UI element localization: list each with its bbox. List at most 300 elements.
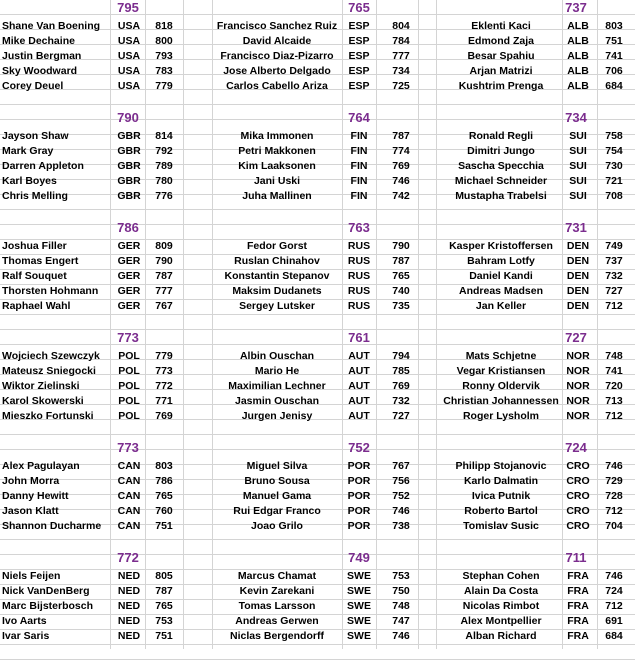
player-country: NED <box>117 630 141 642</box>
player-country: FIN <box>350 145 368 157</box>
player-score: 753 <box>155 615 173 627</box>
player-score: 713 <box>605 395 623 407</box>
player-score: 787 <box>155 270 173 282</box>
player-name: Maximilian Lechner <box>228 380 326 392</box>
player-country: ESP <box>348 35 370 47</box>
player-country: NOR <box>566 395 590 407</box>
player-name: Arjan Matrizi <box>469 65 533 77</box>
player-name: Joshua Filler <box>2 240 67 252</box>
player-score: 787 <box>392 255 410 267</box>
player-score: 746 <box>605 460 623 472</box>
player-name: Kevin Zarekani <box>239 585 315 597</box>
player-country: NED <box>117 600 141 612</box>
player-country: NOR <box>566 365 590 377</box>
player-name: Ivica Putnik <box>471 490 531 502</box>
player-name: Tomas Larsson <box>238 600 316 612</box>
player-name: Shannon Ducharme <box>2 520 102 532</box>
player-country: USA <box>117 50 141 62</box>
player-score: 738 <box>392 520 410 532</box>
player-name: Kasper Kristoffersen <box>449 240 553 252</box>
player-country: USA <box>117 65 141 77</box>
player-name: Ivo Aarts <box>2 615 47 627</box>
player-country: USA <box>117 20 141 32</box>
player-score: 712 <box>605 600 623 612</box>
player-score: 758 <box>605 130 623 142</box>
grid-row <box>0 540 635 555</box>
player-country: DEN <box>566 255 590 267</box>
player-score: 684 <box>605 630 623 642</box>
player-country: SUI <box>569 175 587 187</box>
player-score: 805 <box>155 570 173 582</box>
player-score: 818 <box>155 20 173 32</box>
grid-column-line <box>212 0 213 649</box>
player-score: 777 <box>392 50 410 62</box>
player-score: 771 <box>155 395 173 407</box>
player-score: 727 <box>605 285 623 297</box>
player-name: Corey Deuel <box>2 80 64 92</box>
player-name: Alex Montpellier <box>460 615 542 627</box>
player-score: 720 <box>605 380 623 392</box>
player-country: ALB <box>567 35 589 47</box>
player-name: Ralf Souquet <box>2 270 67 282</box>
player-score: 767 <box>392 460 410 472</box>
player-country: FRA <box>567 585 589 597</box>
player-score: 760 <box>155 505 173 517</box>
player-country: NED <box>117 570 141 582</box>
team-total: 734 <box>565 110 587 125</box>
player-country: AUT <box>348 395 370 407</box>
team-total: 731 <box>565 220 587 235</box>
player-score: 732 <box>392 395 410 407</box>
player-score: 785 <box>392 365 410 377</box>
grid-column-line <box>418 0 419 649</box>
player-score: 769 <box>155 410 173 422</box>
player-score: 803 <box>605 20 623 32</box>
player-score: 746 <box>392 630 410 642</box>
player-country: POR <box>347 505 371 517</box>
player-score: 725 <box>392 80 410 92</box>
player-name: Darren Appleton <box>2 160 84 172</box>
player-country: CAN <box>117 520 141 532</box>
player-score: 787 <box>392 130 410 142</box>
player-name: Francisco Sanchez Ruiz <box>216 20 338 32</box>
player-score: 780 <box>155 175 173 187</box>
grid-row <box>0 645 635 660</box>
player-score: 765 <box>155 490 173 502</box>
player-country: NED <box>117 585 141 597</box>
player-name: Besar Spahiu <box>467 50 535 62</box>
player-name: Christian Johannessen <box>443 395 559 407</box>
player-score: 734 <box>392 65 410 77</box>
player-name: Marcus Chamat <box>237 570 317 582</box>
player-score: 804 <box>392 20 410 32</box>
player-country: ESP <box>348 50 370 62</box>
player-country: CAN <box>117 475 141 487</box>
player-score: 769 <box>392 380 410 392</box>
player-name: Sascha Specchia <box>458 160 544 172</box>
player-country: ALB <box>567 50 589 62</box>
player-country: GER <box>117 300 141 312</box>
player-country: FIN <box>350 175 368 187</box>
player-name: Dimitri Jungo <box>467 145 535 157</box>
player-name: Karl Boyes <box>2 175 57 187</box>
player-name: John Morra <box>2 475 60 487</box>
player-name: David Alcaide <box>242 35 312 47</box>
player-score: 792 <box>155 145 173 157</box>
player-name: Justin Bergman <box>2 50 82 62</box>
player-score: 787 <box>155 585 173 597</box>
player-name: Sky Woodward <box>2 65 78 77</box>
player-score: 732 <box>605 270 623 282</box>
grid-row <box>0 435 635 450</box>
player-country: AUT <box>348 365 370 377</box>
player-name: Mustapha Trabelsi <box>455 190 547 202</box>
player-score: 765 <box>155 600 173 612</box>
player-country: GER <box>117 270 141 282</box>
player-score: 765 <box>392 270 410 282</box>
player-name: Ronny Oldervik <box>462 380 540 392</box>
player-country: FRA <box>567 615 589 627</box>
player-country: GBR <box>117 145 141 157</box>
player-score: 704 <box>605 520 623 532</box>
grid-row <box>0 315 635 330</box>
player-name: Maksim Dudanets <box>232 285 322 297</box>
player-name: Michael Schneider <box>454 175 548 187</box>
player-name: Manuel Gama <box>242 490 312 502</box>
player-score: 784 <box>392 35 410 47</box>
player-score: 729 <box>605 475 623 487</box>
player-country: RUS <box>347 300 371 312</box>
player-name: Mark Gray <box>2 145 54 157</box>
player-name: Francisco Diaz-Pizarro <box>220 50 334 62</box>
player-name: Konstantin Stepanov <box>224 270 330 282</box>
player-country: FRA <box>567 600 589 612</box>
player-country: RUS <box>347 285 371 297</box>
player-country: FIN <box>350 130 368 142</box>
player-score: 727 <box>392 410 410 422</box>
player-name: Niclas Bergendorff <box>230 630 324 642</box>
player-country: POR <box>347 460 371 472</box>
player-name: Thomas Engert <box>2 255 79 267</box>
player-country: GER <box>117 285 141 297</box>
player-score: 769 <box>392 160 410 172</box>
player-name: Marc Bijsterbosch <box>2 600 94 612</box>
player-country: POL <box>118 380 140 392</box>
player-name: Raphael Wahl <box>2 300 71 312</box>
player-name: Mike Dechaine <box>2 35 75 47</box>
player-score: 742 <box>392 190 410 202</box>
player-score: 779 <box>155 350 173 362</box>
team-total: 764 <box>348 110 370 125</box>
player-score: 684 <box>605 80 623 92</box>
player-score: 749 <box>605 240 623 252</box>
player-score: 786 <box>155 475 173 487</box>
player-country: SUI <box>569 130 587 142</box>
player-score: 724 <box>605 585 623 597</box>
player-score: 741 <box>605 50 623 62</box>
player-score: 790 <box>392 240 410 252</box>
player-name: Roberto Bartol <box>464 505 538 517</box>
player-country: SWE <box>347 600 371 612</box>
player-country: DEN <box>566 240 590 252</box>
player-country: FIN <box>350 190 368 202</box>
player-score: 691 <box>605 615 623 627</box>
player-score: 746 <box>392 175 410 187</box>
player-country: ESP <box>348 65 370 77</box>
player-country: AUT <box>348 350 370 362</box>
player-country: NED <box>117 615 141 627</box>
player-country: ALB <box>567 65 589 77</box>
player-name: Albin Ouschan <box>239 350 315 362</box>
player-score: 730 <box>605 160 623 172</box>
team-total: 727 <box>565 330 587 345</box>
player-country: POL <box>118 365 140 377</box>
player-name: Andreas Madsen <box>458 285 544 297</box>
player-score: 708 <box>605 190 623 202</box>
player-name: Kushtrim Prenga <box>458 80 544 92</box>
player-name: Mario He <box>254 365 300 377</box>
grid-row <box>0 225 635 240</box>
team-total: 749 <box>348 550 370 565</box>
player-name: Mats Schjetne <box>465 350 537 362</box>
player-name: Vegar Kristiansen <box>456 365 546 377</box>
player-name: Alban Richard <box>465 630 537 642</box>
team-total: 763 <box>348 220 370 235</box>
player-name: Nick VanDenBerg <box>2 585 90 597</box>
player-country: ALB <box>567 80 589 92</box>
player-name: Edmond Zaja <box>468 35 534 47</box>
player-country: USA <box>117 35 141 47</box>
player-name: Juha Mallinen <box>242 190 312 202</box>
player-name: Ruslan Chinahov <box>234 255 320 267</box>
grid-row <box>0 555 635 570</box>
player-country: GBR <box>117 175 141 187</box>
player-country: CAN <box>117 460 141 472</box>
player-name: Jasmin Ouschan <box>234 395 320 407</box>
player-country: SWE <box>347 570 371 582</box>
team-total: 795 <box>117 0 139 15</box>
player-country: SWE <box>347 585 371 597</box>
player-name: Sergey Lutsker <box>239 300 315 312</box>
player-name: Karol Skowerski <box>2 395 84 407</box>
team-total: 737 <box>565 0 587 15</box>
player-name: Jose Alberto Delgado <box>223 65 331 77</box>
player-name: Roger Lysholm <box>462 410 540 422</box>
player-country: RUS <box>347 270 371 282</box>
player-name: Danny Hewitt <box>2 490 69 502</box>
player-country: USA <box>117 80 141 92</box>
player-score: 800 <box>155 35 173 47</box>
player-country: NOR <box>566 380 590 392</box>
player-score: 774 <box>392 145 410 157</box>
grid-row <box>0 105 635 120</box>
team-total: 772 <box>117 550 139 565</box>
player-country: RUS <box>347 240 371 252</box>
player-score: 790 <box>155 255 173 267</box>
player-name: Karlo Dalmatin <box>463 475 539 487</box>
player-score: 777 <box>155 285 173 297</box>
grid-row <box>0 330 635 345</box>
player-score: 721 <box>605 175 623 187</box>
team-total: 773 <box>117 440 139 455</box>
player-name: Alain Da Costa <box>463 585 539 597</box>
player-score: 767 <box>155 300 173 312</box>
player-score: 794 <box>392 350 410 362</box>
player-score: 737 <box>605 255 623 267</box>
player-score: 735 <box>392 300 410 312</box>
player-name: Bahram Lotfy <box>467 255 535 267</box>
player-country: GER <box>117 240 141 252</box>
player-score: 748 <box>605 350 623 362</box>
player-score: 751 <box>605 35 623 47</box>
player-name: Shane Van Boening <box>2 20 101 32</box>
player-country: ALB <box>567 20 589 32</box>
player-name: Jason Klatt <box>2 505 59 517</box>
player-name: Daniel Kandi <box>469 270 533 282</box>
player-country: AUT <box>348 380 370 392</box>
player-country: NOR <box>566 350 590 362</box>
player-country: POR <box>347 490 371 502</box>
player-name: Philipp Stojanovic <box>455 460 547 472</box>
player-country: DEN <box>566 300 590 312</box>
team-total: 790 <box>117 110 139 125</box>
team-total: 752 <box>348 440 370 455</box>
player-score: 751 <box>155 520 173 532</box>
team-total: 711 <box>565 550 587 565</box>
team-total: 765 <box>348 0 370 15</box>
player-score: 706 <box>605 65 623 77</box>
player-country: FRA <box>567 630 589 642</box>
player-score: 776 <box>155 190 173 202</box>
grid-column-line <box>436 0 437 649</box>
player-score: 793 <box>155 50 173 62</box>
player-score: 789 <box>155 160 173 172</box>
player-score: 809 <box>155 240 173 252</box>
player-name: Alex Pagulayan <box>2 460 80 472</box>
player-name: Ronald Regli <box>468 130 534 142</box>
player-name: Stephan Cohen <box>462 570 540 582</box>
player-country: POR <box>347 520 371 532</box>
player-country: SWE <box>347 615 371 627</box>
player-country: FIN <box>350 160 368 172</box>
player-score: 754 <box>605 145 623 157</box>
player-country: SUI <box>569 160 587 172</box>
grid-row <box>0 0 635 15</box>
player-name: Eklenti Kaci <box>471 20 531 32</box>
player-name: Carlos Cabello Ariza <box>226 80 328 92</box>
player-score: 814 <box>155 130 173 142</box>
player-country: DEN <box>566 285 590 297</box>
player-country: ESP <box>348 80 370 92</box>
player-name: Ivar Saris <box>2 630 50 642</box>
player-country: GBR <box>117 190 141 202</box>
player-name: Thorsten Hohmann <box>2 285 99 297</box>
player-score: 746 <box>392 505 410 517</box>
player-score: 752 <box>392 490 410 502</box>
player-name: Petri Makkonen <box>238 145 316 157</box>
player-score: 712 <box>605 505 623 517</box>
player-score: 712 <box>605 410 623 422</box>
player-name: Wiktor Zielinski <box>2 380 80 392</box>
player-score: 747 <box>392 615 410 627</box>
player-country: SWE <box>347 630 371 642</box>
player-name: Wojciech Szewczyk <box>2 350 100 362</box>
team-total: 773 <box>117 330 139 345</box>
player-name: Rui Edgar Franco <box>233 505 321 517</box>
player-score: 740 <box>392 285 410 297</box>
player-score: 750 <box>392 585 410 597</box>
player-name: Jayson Shaw <box>2 130 69 142</box>
player-country: POL <box>118 410 140 422</box>
player-country: GBR <box>117 160 141 172</box>
player-country: POR <box>347 475 371 487</box>
player-name: Nicolas Rimbot <box>462 600 540 612</box>
player-score: 746 <box>605 570 623 582</box>
player-score: 772 <box>155 380 173 392</box>
player-name: Bruno Sousa <box>244 475 310 487</box>
grid-column-line <box>183 0 184 649</box>
player-name: Fedor Gorst <box>246 240 308 252</box>
player-score: 783 <box>155 65 173 77</box>
player-country: CRO <box>566 475 590 487</box>
player-score: 712 <box>605 300 623 312</box>
player-score: 748 <box>392 600 410 612</box>
team-total: 724 <box>565 440 587 455</box>
player-score: 779 <box>155 80 173 92</box>
player-name: Miguel Silva <box>246 460 308 472</box>
player-score: 728 <box>605 490 623 502</box>
player-name: Jan Keller <box>475 300 527 312</box>
player-country: CRO <box>566 520 590 532</box>
player-name: Niels Feijen <box>2 570 61 582</box>
player-score: 741 <box>605 365 623 377</box>
player-country: CAN <box>117 490 141 502</box>
player-country: CRO <box>566 460 590 472</box>
player-name: Kim Laaksonen <box>238 160 316 172</box>
player-name: Joao Grilo <box>251 520 303 532</box>
team-total: 786 <box>117 220 139 235</box>
player-country: CRO <box>566 490 590 502</box>
player-name: Andreas Gerwen <box>235 615 319 627</box>
player-country: POL <box>118 395 140 407</box>
player-name: Mateusz Sniegocki <box>2 365 96 377</box>
player-country: SUI <box>569 190 587 202</box>
player-country: SUI <box>569 145 587 157</box>
player-country: AUT <box>348 410 370 422</box>
player-country: POL <box>118 350 140 362</box>
player-country: CRO <box>566 505 590 517</box>
player-name: Mieszko Fortunski <box>2 410 94 422</box>
player-country: GBR <box>117 130 141 142</box>
player-country: ESP <box>348 20 370 32</box>
player-score: 803 <box>155 460 173 472</box>
player-name: Chris Melling <box>2 190 68 202</box>
player-score: 753 <box>392 570 410 582</box>
grid-row <box>0 210 635 225</box>
player-score: 773 <box>155 365 173 377</box>
player-name: Jani Uski <box>253 175 301 187</box>
player-country: DEN <box>566 270 590 282</box>
player-score: 751 <box>155 630 173 642</box>
player-name: Mika Immonen <box>240 130 314 142</box>
player-name: Jurgen Jenisy <box>241 410 313 422</box>
player-score: 756 <box>392 475 410 487</box>
team-total: 761 <box>348 330 370 345</box>
player-country: NOR <box>566 410 590 422</box>
player-country: GER <box>117 255 141 267</box>
player-country: FRA <box>567 570 589 582</box>
player-name: Tomislav Susic <box>463 520 539 532</box>
